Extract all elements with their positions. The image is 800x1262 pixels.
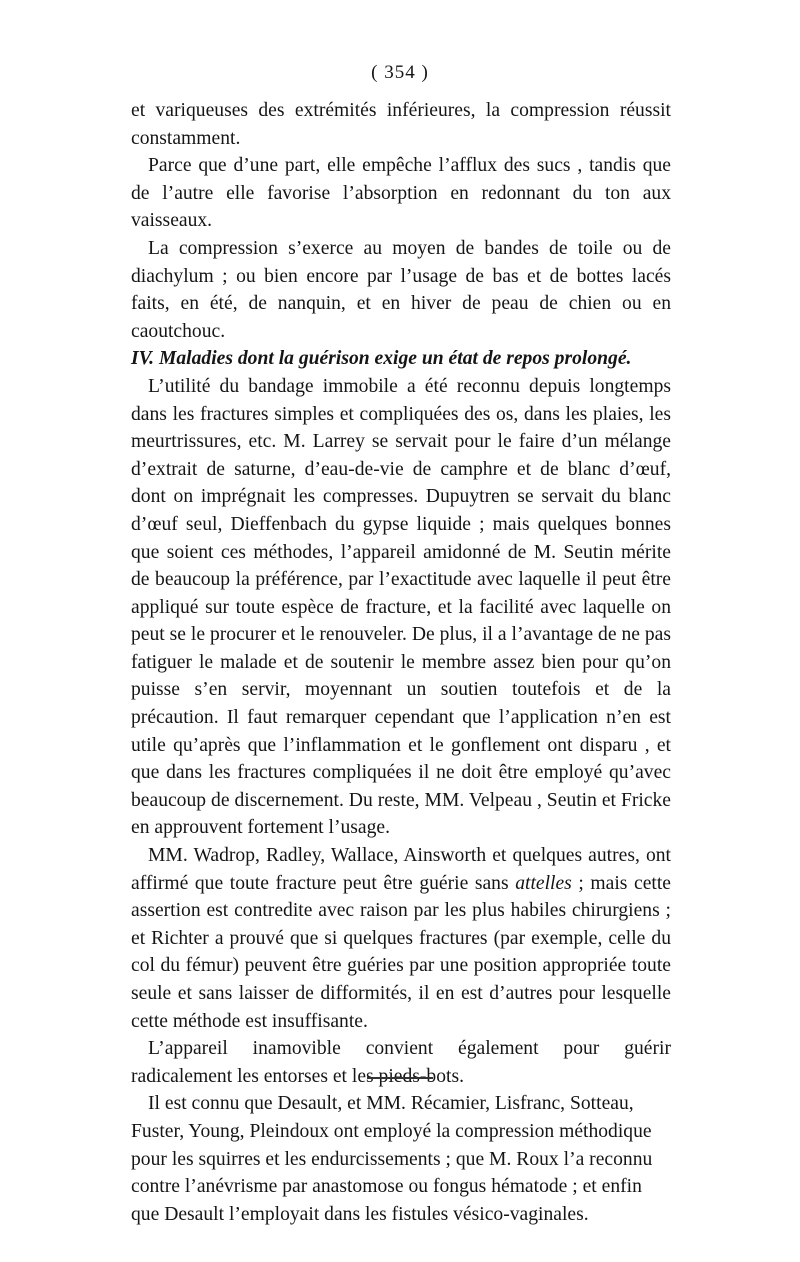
page-number: ( 354 ) <box>371 62 429 83</box>
paragraph-wadrop-text-1: MM. Wadrop, Radley, Wallace, Ainsworth et quelques autres, ont affirmé que toute fracture peut être guérie sans <box>131 845 671 894</box>
paragraph-compression-means: La compression s’exerce au moyen de bandes de toile ou de diachylum ; ou bien encore par l’usage de bas et de bottes lacés faits, en été, de nanquin, et en hiver de peau de chien ou en caoutchouc. <box>131 237 671 342</box>
end-rule <box>367 1077 433 1079</box>
paragraph-compression-effects: Parce que d’une part, elle empêche l’afflux des sucs , tandis que de l’autre elle favorise l’absorption en redonnant du ton aux vaisseaux. <box>131 155 671 232</box>
section-heading-iv: IV. Maladies dont la guérison exige un état de repos prolongé. <box>131 348 632 370</box>
paragraph-immobile-bandage: L’utilité du bandage immobile a été reconnu depuis longtemps dans les fractures simples et compliquées des os, dans les plaies, les meurtrissures, etc. M. Larrey se servait pour le faire d’un mélange d’extrait de saturne, d’eau-de-vie de camphre et de blanc d’œuf, dont on imprégnait les compresses. Dupuytren se servait du blanc d’œuf seul, Dieffenbach du gypse liquide ; mais quelques bonnes que soient ces méthodes, l’appareil amidonné de M. Seutin mérite de beaucoup la préférence, par l’exactitude avec laquelle il peut être appliqué sur toute espèce de fracture, et la facilité avec laquelle on peut se le procurer et le renouveler. De plus, il a l’avantage de ne pas fatiguer le malade et de soutenir le membre assez bien pour qu’on puisse s’en servir, moyennant un soutien toutefois et de la précaution. Il faut remarquer cependant que l’application n’en est utile qu’après que l’inflammation et le gonflement ont disparu , et que dans les fractures compliquées il ne doit être employé qu’avec beaucoup de discernement. Du reste, MM. Velpeau , Seutin et Fricke en approuvent fortement l’usage. <box>131 375 671 839</box>
body-text <box>131 97 671 1228</box>
paragraph-wadrop-text-2: ; mais cette assertion est contredite avec raison par les plus habiles chirurgiens ; et Richter a prouvé que si quelques fractures (par exemple, celle du col du fémur) peuvent être guéries par une position appropriée toute seule et sans laisser de difformités, il en est d’autres pour lesquelle cette méthode est insuffisante. <box>131 872 671 1032</box>
paragraph-desault: Il est connu que Desault, et MM. Récamier, Lisfranc, Sotteau, Fuster, Young, Pleindoux ont employé la compression méthodique pour les squirres et les endurcissements ; que M. Roux l’a reconnu contre l’anévrisme par anastomose ou fongus hématode ; et enfin que Desault l’employait dans les fistules vésico-vaginales. <box>131 1093 653 1225</box>
paragraph-entorses: L’appareil inamovible convient également pour guérir radicalement les entorses et les pieds-bots. <box>131 1038 671 1087</box>
paragraph-wadrop <box>131 842 671 1035</box>
paragraph-continuation: et variqueuses des extrémités inférieures, la compression réussit constamment. <box>131 100 671 149</box>
italic-term-attelles: attelles <box>515 872 572 894</box>
